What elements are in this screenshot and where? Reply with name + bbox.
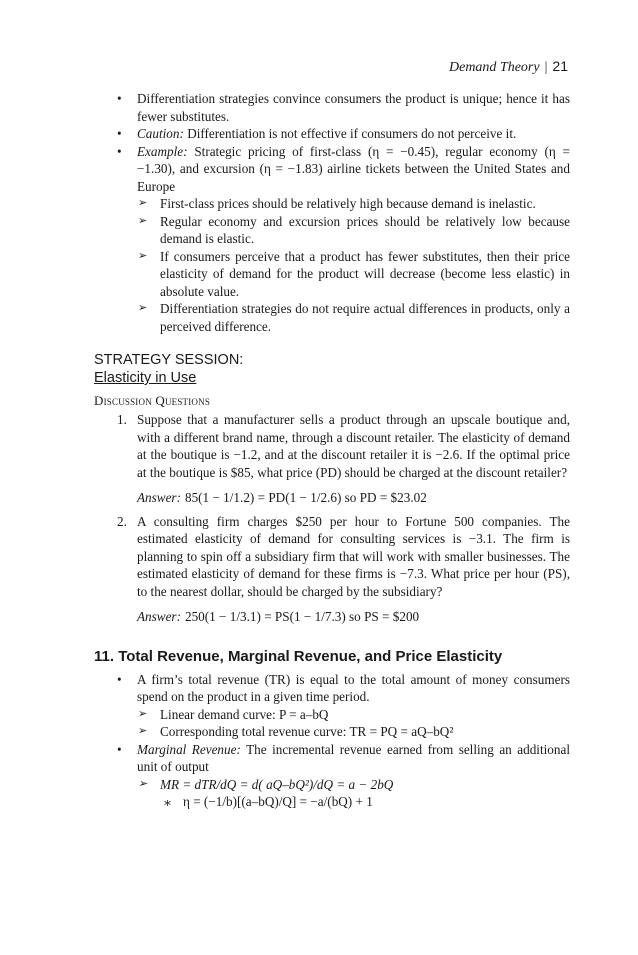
sub-bullet-substitutes [0, 248, 638, 301]
arrow-bullet-icon: ➢ [138, 777, 148, 790]
question-text: Suppose that a manufacturer sells a product through an upscale boutique and, with a different brand name, through a discount retailer. The elasticity of demand at the boutique is −1.2, and at the discount retailer it is −2.6. If the optimal price at the boutique is $85, what price (PD) should be charged at the discount retailer? [137, 412, 570, 480]
bullet-differentiation [0, 90, 638, 125]
bullet-marker: • [117, 741, 122, 757]
sub-bullet-total-revenue-curve [0, 723, 638, 741]
sub-bullet-text: If consumers perceive that a product has fewer substitutes, then their price elasticity of demand for the product will decrease (become less elastic) in absolute value. [160, 248, 570, 299]
running-header [449, 58, 568, 76]
bullet-marker: • [117, 671, 122, 687]
sub-sub-bullet-eta-formula [0, 793, 638, 811]
bullet-caution [0, 125, 638, 143]
discussion-questions-heading: Discussion Questions [94, 393, 211, 408]
sub-bullet-text: MR = dTR/dQ = d( aQ–bQ²)/dQ = a − 2bQ [160, 776, 394, 792]
arrow-bullet-icon: ➢ [138, 249, 148, 262]
page-body [0, 90, 638, 811]
bullet-text: Differentiation is not effective if consumers do not perceive it. [183, 126, 517, 141]
sub-bullet-perceived [0, 300, 638, 335]
answer-1 [0, 489, 638, 507]
sub-bullet-linear-demand [0, 706, 638, 724]
bullet-marker: • [117, 91, 122, 106]
strategy-session-title: STRATEGY SESSION: [94, 352, 244, 368]
sub-bullet-text: First-class prices should be relatively high because demand is inelastic. [160, 196, 536, 211]
arrow-bullet-icon: ➢ [138, 197, 148, 209]
sub-bullet-mr-formula [0, 776, 638, 794]
bullet-text: Strategic pricing of first-class (η = −0.45), regular economy (η = −1.30), and excursion (η = −1.83) airline tickets between the United States and Europe [137, 143, 570, 194]
bullet-marker: • [117, 143, 122, 159]
sub-bullet-economy [0, 213, 638, 248]
answer-label: Answer: [137, 490, 181, 505]
header-title: Demand Theory [449, 60, 540, 75]
bullet-lead: Example: [137, 143, 188, 159]
sub-bullet-first-class [0, 195, 638, 213]
bullet-text: A firm’s total revenue (TR) is equal to the total amount of money consumers spend on the product in a given time period. [137, 671, 570, 704]
page-number: 21 [552, 58, 568, 74]
answer-label: Answer: [137, 609, 181, 624]
question-number: 2. [117, 513, 127, 529]
sub-sub-bullet-text: η = (−1/b)[(a–bQ)/Q] = −a/(bQ) + 1 [183, 794, 373, 809]
section-11-heading: 11. Total Revenue, Marginal Revenue, and Price Elasticity [94, 647, 503, 665]
bullet-total-revenue [0, 671, 638, 706]
arrow-bullet-icon: ➢ [138, 214, 148, 227]
bullet-marginal-revenue [0, 741, 638, 776]
arrow-bullet-icon: ➢ [138, 302, 148, 314]
bullet-example [0, 143, 638, 196]
sub-bullet-text: Regular economy and excursion prices should be relatively low because demand is elastic. [160, 213, 570, 246]
bullet-text: The incremental revenue earned from selling an additional unit of output [137, 741, 570, 774]
strategy-session-subtitle: Elasticity in Use [94, 370, 197, 386]
answer-text: 85(1 − 1/1.2) = PD(1 − 1/2.6) so PD = $23.02 [184, 490, 427, 505]
question-text: A consulting firm charges $250 per hour to Fortune 500 companies. The estimated elasticity of demand for consulting services is −3.1. The firm is planning to spin off a subsidiary firm that will work with smaller businesses. The estimated elasticity of demand for these firms is −7.3. What price per hour (PS), to the nearest dollar, should be charged by the subsidiary? [137, 513, 570, 599]
bullet-marker: • [117, 126, 122, 141]
arrow-bullet-icon: ➢ [138, 725, 148, 737]
sub-bullet-text: Differentiation strategies do not require actual differences in products, only a perceived difference. [160, 301, 570, 334]
question-2 [0, 513, 638, 601]
arrow-bullet-icon: ➢ [138, 707, 148, 720]
bullet-lead: Marginal Revenue: [137, 741, 241, 757]
bullet-lead: Caution: [137, 126, 184, 141]
header-separator: | [544, 60, 548, 75]
sub-bullet-text: Linear demand curve: P = a–bQ [160, 706, 329, 722]
bullet-text: Differentiation strategies convince consumers the product is unique; hence it has fewer substitutes. [137, 91, 570, 124]
sub-bullet-text: Corresponding total revenue curve: TR = PQ = aQ–bQ² [160, 724, 454, 739]
answer-2 [0, 608, 638, 626]
question-1 [0, 411, 638, 481]
question-number: 1. [117, 412, 127, 427]
asterisk-bullet-icon: ∗ [163, 795, 172, 810]
answer-text: 250(1 − 1/3.1) = PS(1 − 1/7.3) so PS = $200 [184, 609, 420, 624]
